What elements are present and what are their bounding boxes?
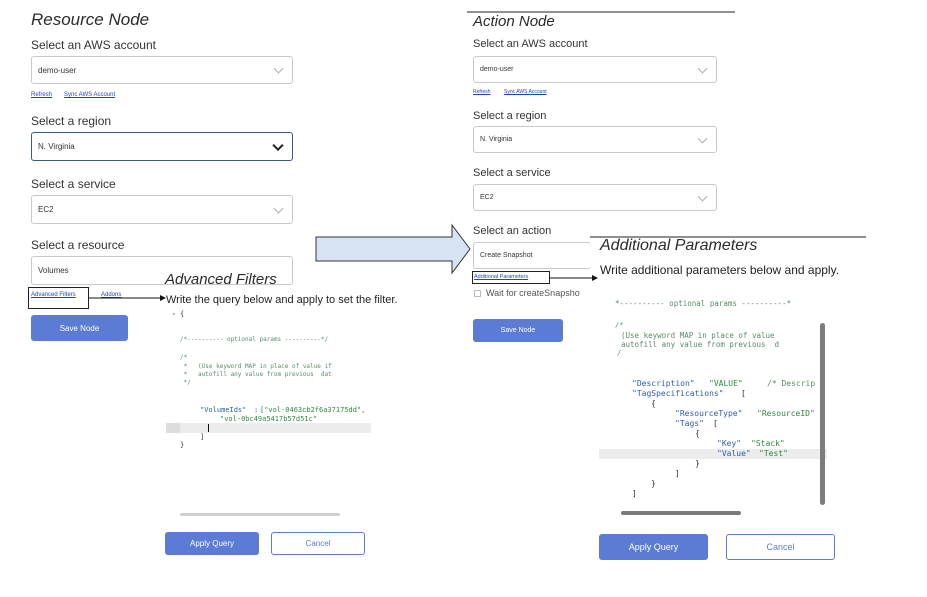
params-apply-query-button[interactable]: Apply Query (599, 534, 708, 560)
action-account-label: Select an AWS account (473, 38, 588, 50)
additional-parameters-title: Additional Parameters (600, 237, 758, 254)
params-tagspec-close: ] (632, 489, 637, 498)
current-line-highlight (166, 423, 371, 433)
params-horizontal-scrollbar[interactable] (621, 511, 741, 515)
chevron-down-icon (698, 191, 708, 201)
action-region-value: N. Virginia (480, 136, 513, 143)
resource-label: Select a resource (31, 238, 125, 252)
code-comment-params: /*---------- optional params ----------*/ (180, 336, 329, 343)
params-brace-open: { (651, 399, 656, 408)
params-tags-key: "Tags" (675, 419, 704, 428)
params-comment-header: *---------- optional params ----------* (615, 299, 792, 308)
params-resourcetype-value: "ResourceID" (757, 409, 815, 418)
resource-value: Volumes (38, 266, 69, 275)
params-key-key: "Key" (717, 439, 742, 448)
code-open-brace: { (180, 310, 185, 318)
advanced-filters-subtitle: Write the query below and apply to set the filter. (166, 294, 398, 306)
service-value: EC2 (38, 205, 54, 214)
service-label: Select a service (31, 177, 116, 191)
wait-checkbox[interactable] (474, 290, 481, 297)
code-close-bracket: ] (200, 433, 205, 441)
apply-query-button[interactable]: Apply Query (165, 532, 259, 555)
code-comment-open: /* (180, 354, 188, 361)
params-cancel-button[interactable]: Cancel (726, 534, 835, 560)
refresh-link[interactable]: Refresh (31, 92, 53, 98)
region-value: N. Virginia (38, 142, 75, 151)
addons-link[interactable]: Addons (101, 292, 122, 298)
action-region-select[interactable] (473, 126, 717, 153)
cancel-button[interactable]: Cancel (271, 532, 365, 555)
params-key-value: "Stack" (751, 439, 785, 448)
gutter-highlight (166, 423, 180, 433)
code-comment-line1: * (Use keyword MAP in place of value if (180, 363, 332, 370)
fold-marker: ▾ (172, 311, 176, 318)
additional-parameters-link[interactable]: Additional Parameters (474, 274, 529, 280)
additional-parameters-subtitle: Write additional parameters below and apply. (600, 263, 840, 277)
action-action-value: Create Snapshot (480, 252, 533, 259)
params-tags-close: ] (675, 469, 680, 478)
action-account-value: demo-user (480, 66, 514, 73)
params-comment-slash: /* (615, 321, 624, 329)
params-description-comment: /* Descrip (767, 379, 816, 388)
params-inner-brace-close: } (695, 459, 700, 468)
params-comment-end: / (617, 349, 622, 357)
code-comment-line2: * autofill any value from previous dat (180, 371, 332, 378)
code-colon: : (254, 406, 259, 414)
flow-block-arrow (316, 225, 470, 273)
action-service-select[interactable] (473, 184, 717, 211)
params-value-value: "Test" (759, 449, 788, 458)
sync-aws-account-link[interactable]: Sync AWS Account (64, 92, 116, 98)
action-sync-aws-account-link[interactable]: Sync AWS Account (504, 89, 547, 95)
action-action-select[interactable] (473, 242, 591, 269)
action-save-node-button[interactable]: Save Node (473, 319, 563, 342)
params-tagspec-key: "TagSpecifications" (632, 389, 724, 398)
horizontal-scrollbar[interactable] (180, 513, 340, 516)
action-account-select[interactable] (473, 56, 717, 83)
params-description-key: "Description" (632, 379, 695, 388)
params-comment-line2: autofill any value from previous d (621, 340, 780, 349)
text-cursor (208, 424, 209, 432)
advanced-filters-link[interactable]: Advanced Filters (31, 292, 76, 298)
action-service-value: EC2 (480, 194, 494, 201)
account-label: Select an AWS account (31, 38, 156, 52)
save-node-button[interactable]: Save Node (31, 315, 128, 341)
action-service-label: Select a service (473, 167, 551, 179)
action-region-label: Select a region (473, 110, 547, 122)
code-volume-value-1: ["vol-0463cb2f6a37175dd", (260, 406, 366, 414)
advanced-filters-title: Advanced Filters (165, 271, 277, 288)
params-tags-open: [ (713, 419, 718, 428)
region-label: Select a region (31, 114, 112, 128)
code-comment-close: */ (180, 379, 191, 386)
account-value: demo-user (38, 65, 77, 75)
params-value-key: "Value" (717, 449, 751, 458)
action-refresh-link[interactable]: Refresh (473, 89, 491, 95)
chevron-down-icon (698, 133, 708, 143)
params-editor[interactable] (599, 281, 827, 517)
query-editor[interactable] (166, 310, 371, 518)
code-close-brace: } (180, 441, 185, 449)
params-brace-close: } (651, 479, 656, 488)
wait-checkbox-label: Wait for createSnapsho (486, 288, 580, 298)
code-volumeids-key: "VolumeIds" (200, 406, 247, 414)
additional-params-arrow-head (592, 275, 598, 281)
code-volume-value-2: "vol-0bc49a5417b57d51c" (220, 415, 317, 423)
action-node-title: Action Node (473, 13, 555, 30)
chevron-down-icon (698, 63, 708, 73)
params-description-value: "VALUE" (709, 379, 743, 388)
params-tagspec-open: [ (741, 389, 746, 398)
vertical-scrollbar[interactable] (820, 323, 825, 505)
params-inner-brace-open: { (695, 429, 700, 438)
action-action-label: Select an action (473, 225, 552, 237)
params-current-line (599, 449, 827, 459)
params-comment-line1: (Use keyword MAP in place of value (621, 331, 775, 340)
resource-node-title: Resource Node (31, 10, 150, 29)
params-resourcetype-key: "ResourceType" (675, 409, 743, 418)
